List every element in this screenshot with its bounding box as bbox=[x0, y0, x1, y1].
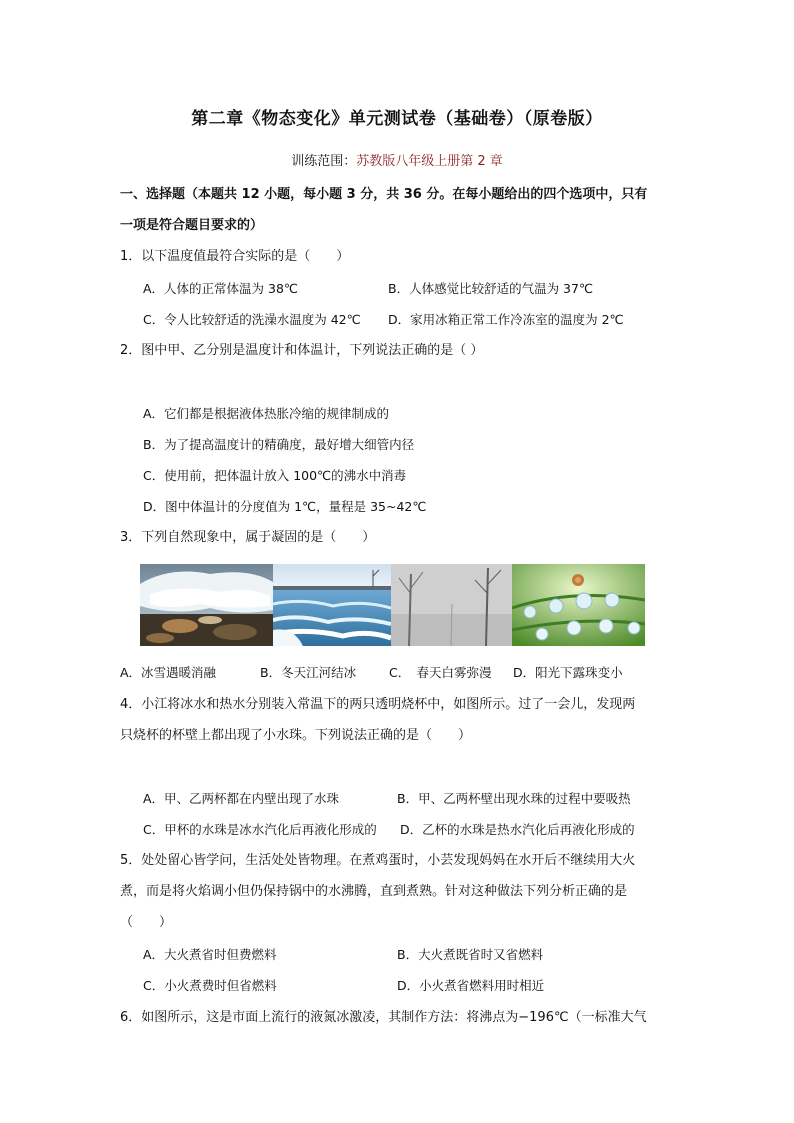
question-2-option-d: D．图中体温计的分度值为 1℃，量程是 35~42℃ bbox=[143, 499, 427, 514]
question-1-option-d: D．家用冰箱正常工作冷冻室的温度为 2℃ bbox=[388, 312, 624, 327]
question-5-option-d: D．小火煮省燃料用时相近 bbox=[397, 978, 545, 993]
question-4-option-a: A．甲、乙两杯都在内壁出现了水珠 bbox=[143, 791, 340, 806]
page-title: 第二章《物态变化》单元测试卷（基础卷）（原卷版） bbox=[191, 109, 603, 129]
question-4-stem-line1: 4．小江将冰水和热水分别装入常温下的两只透明烧杯中，如图所示。过了一会儿，发现两 bbox=[120, 697, 636, 712]
section-heading-line1: 一、选择题（本题共 12 小题，每小题 3 分，共 36 分。在每小题给出的四个选项中，只有 bbox=[120, 187, 648, 202]
question-4-option-c: C．甲杯的水珠是冰水汽化后再液化形成的 bbox=[143, 822, 377, 837]
question-4-option-d: D．乙杯的水珠是热水汽化后再液化形成的 bbox=[400, 822, 635, 837]
question-5-stem-line2: 煮，而是将火焰调小但仍保持锅中的水沸腾，直到煮熟。针对这种做法下列分析正确的是 bbox=[120, 884, 628, 899]
section-heading-line2: 一项是符合题目要求的） bbox=[120, 218, 264, 233]
question-3-option-a: A．冰雪遇暖消融 bbox=[120, 665, 217, 680]
question-1-option-b: B．人体感觉比较舒适的气温为 37℃ bbox=[388, 281, 593, 296]
question-5-option-c: C．小火煮费时但省燃料 bbox=[143, 978, 277, 993]
photo-ice-melting bbox=[140, 564, 273, 646]
question-2-stem: 2．图中甲、乙分别是温度计和体温计，下列说法正确的是（ ） bbox=[120, 343, 484, 358]
question-1-option-a: A．人体的正常体温为 38℃ bbox=[143, 281, 298, 296]
photo-frozen-river bbox=[273, 564, 391, 646]
subtitle-highlight: 苏教版八年级上册第 2 章 bbox=[356, 154, 503, 169]
question-6-stem-line1: 6．如图所示，这是市面上流行的液氮冰激凌，其制作方法：将沸点为−196℃（一标准大气 bbox=[120, 1010, 647, 1025]
question-5-stem-line1: 5．处处留心皆学问，生活处处皆物理。在煮鸡蛋时，小芸发现妈妈在水开后不继续用大火 bbox=[120, 853, 636, 868]
page-subtitle bbox=[0, 150, 794, 169]
question-5-option-b: B．大火煮既省时又省燃料 bbox=[397, 947, 544, 962]
photo-foggy-trees bbox=[391, 564, 512, 646]
subtitle-prefix: 训练范围： bbox=[291, 154, 357, 169]
question-5-option-a: A．大火煮省时但费燃料 bbox=[143, 947, 277, 962]
question-1-option-c: C．令人比较舒适的洗澡水温度为 42℃ bbox=[143, 312, 361, 327]
question-2-option-a: A．它们都是根据液体热胀冷缩的规律制成的 bbox=[143, 406, 390, 421]
question-5-stem-line3: （ ） bbox=[120, 915, 173, 930]
question-2-option-c: C．使用前，把体温计放入 100℃的沸水中消毒 bbox=[143, 468, 407, 483]
question-4-stem-line2: 只烧杯的杯壁上都出现了小水珠。下列说法正确的是（ ） bbox=[120, 728, 472, 743]
question-3-option-b: B．冬天江河结冰 bbox=[260, 665, 357, 680]
question-1-stem: 1．以下温度值最符合实际的是（ ） bbox=[120, 249, 350, 264]
photo-dew-drops bbox=[512, 564, 645, 646]
question-3-option-c: C． 春天白雾弥漫 bbox=[389, 665, 492, 680]
question-3-option-d: D．阳光下露珠变小 bbox=[513, 665, 623, 680]
question-4-option-b: B．甲、乙两杯壁出现水珠的过程中要吸热 bbox=[397, 791, 631, 806]
question-3-stem: 3．下列自然现象中，属于凝固的是（ ） bbox=[120, 530, 376, 545]
question-2-option-b: B．为了提高温度计的精确度，最好增大细管内径 bbox=[143, 437, 415, 452]
